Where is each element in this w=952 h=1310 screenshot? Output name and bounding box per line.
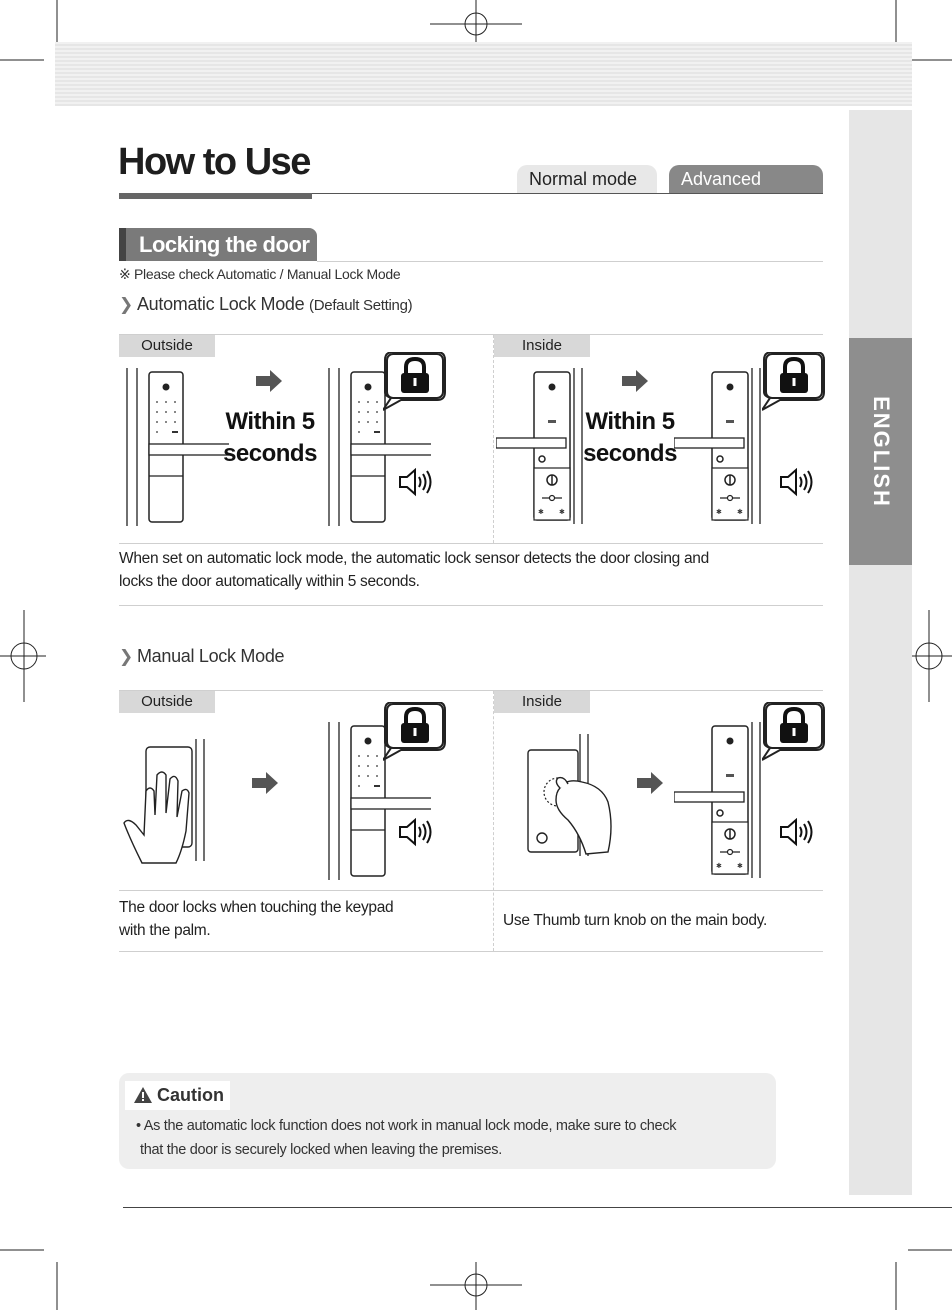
within-line-1: Within 5 [585, 408, 675, 435]
auto-mode-heading [119, 294, 412, 315]
manual-inside-description: Use Thumb turn knob on the main body. [503, 912, 768, 929]
speaker-icon [398, 468, 434, 498]
thumb-turn-illustration [526, 730, 622, 860]
auto-column-divider [493, 335, 494, 543]
page-title: How to Use [118, 141, 310, 183]
auto-outside-within-text [220, 406, 320, 470]
chevron-right-icon: ❯ [119, 295, 133, 314]
header-band [55, 42, 912, 106]
speaker-icon [779, 468, 815, 498]
chevron-right-icon: ❯ [119, 647, 133, 666]
footer-divider [123, 1207, 952, 1208]
normal-mode-tab[interactable]: Normal mode [517, 165, 657, 193]
speaker-icon [398, 818, 434, 848]
arrow-right-icon [622, 370, 650, 394]
auto-top-divider [119, 334, 823, 335]
lock-icon [383, 352, 447, 412]
arrow-right-icon [256, 370, 284, 394]
caution-title: Caution [157, 1085, 224, 1105]
caution-line-2: that the door is securely locked when leaving the premises. [140, 1142, 502, 1158]
arrow-right-icon [637, 772, 665, 796]
manual-inside-after-illustration [674, 722, 764, 882]
within-line-2: seconds [583, 440, 677, 467]
manual-outside-label: Outside [119, 691, 215, 713]
manual-bottom-divider [119, 951, 823, 952]
auto-outside-before-illustration [119, 368, 229, 528]
language-tab-label: ENGLISH [868, 395, 894, 508]
auto-mode-title: Automatic Lock Mode [136, 294, 305, 314]
auto-inside-after-illustration [674, 368, 764, 528]
auto-bottom-divider [119, 605, 823, 606]
section-heading: Locking the door [119, 228, 317, 261]
language-tab[interactable] [849, 338, 912, 565]
palm-on-keypad-illustration [120, 735, 220, 865]
lock-icon [762, 702, 826, 762]
section-heading-mark [119, 228, 126, 261]
auto-inside-before-illustration [496, 368, 586, 528]
title-accent-bar [119, 193, 312, 199]
auto-mode-description [119, 547, 709, 593]
manual-column-divider [493, 691, 494, 951]
section-divider [317, 261, 823, 262]
manual-mid-divider [119, 890, 823, 891]
advanced-mode-tab[interactable]: Advanced mode [669, 165, 823, 193]
manual-outside-desc-line-2: with the palm. [119, 922, 211, 939]
within-line-2: seconds [223, 440, 317, 467]
manual-inside-label: Inside [494, 691, 590, 713]
manual-mode-heading [119, 646, 284, 667]
mode-note: ※ Please check Automatic / Manual Lock Mode [119, 266, 401, 282]
caution-text [136, 1114, 676, 1162]
lock-icon [762, 352, 826, 412]
manual-mode-title: Manual Lock Mode [136, 646, 285, 666]
warning-icon [133, 1086, 153, 1104]
manual-outside-description [119, 896, 393, 942]
auto-outside-label: Outside [119, 335, 215, 357]
auto-inside-within-text [580, 406, 680, 470]
auto-desc-line-1: When set on automatic lock mode, the automatic lock sensor detects the door closing and [119, 550, 709, 567]
auto-mode-suffix: (Default Setting) [309, 297, 413, 314]
manual-top-divider [119, 690, 823, 691]
manual-outside-desc-line-1: The door locks when touching the keypad [119, 899, 394, 916]
speaker-icon [779, 818, 815, 848]
caution-label [125, 1081, 230, 1110]
within-line-1: Within 5 [225, 408, 315, 435]
auto-inside-label: Inside [494, 335, 590, 357]
arrow-right-icon [252, 772, 280, 796]
side-band [849, 110, 912, 1195]
auto-mid-divider [119, 543, 823, 544]
caution-line-1: • As the automatic lock function does not work in manual lock mode, make sure to check [136, 1118, 677, 1134]
auto-desc-line-2: locks the door automatically within 5 seconds. [119, 573, 420, 590]
lock-icon [383, 702, 447, 762]
